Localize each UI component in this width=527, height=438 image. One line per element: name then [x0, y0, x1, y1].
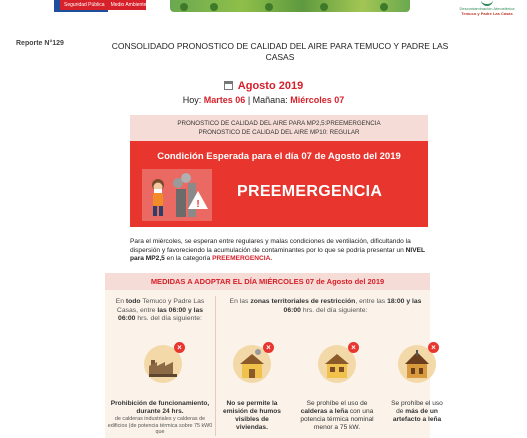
- multi-stove-house-icon: [395, 342, 439, 386]
- factory-icon: [141, 342, 185, 386]
- prohibited-icon: ×: [348, 342, 359, 353]
- date-heading: Agosto 2019: [0, 80, 527, 92]
- header-strip: [0, 0, 527, 30]
- plan-logo: Descontaminación Atmosférica Temuco y Padre Las Casas: [452, 0, 522, 16]
- measure-caption: Prohibición de funcionamiento, durante 24 hrs. de calderas industriales y calderas de edificios (de potencia térmica sobre 75 kW0 que: [107, 400, 213, 435]
- page-title: CONSOLIDADO PRONOSTICO DE CALIDAD DEL AIRE PARA TEMUCO Y PADRE LAS CASAS: [111, 41, 449, 62]
- forecast-paragraph: Para el miércoles, se esperan entre regulares y malas condiciones de ventilación, dificultando la dispersión y favoreciendo la acumulación de contaminantes por lo que se podría presentar un NIVEL para MP2,5 en la categoría PREEMERGENCIA.: [130, 238, 425, 263]
- left-column-text: En todo Temuco y Padre Las Casas, entre las 06:00 y las 06:00 hrs. del día siguiente:: [115, 298, 205, 323]
- prohibited-icon: ×: [428, 342, 439, 353]
- government-logo: Seguridad Pública Medio Ambiente: [54, 0, 146, 10]
- alert-level: PREEMERGENCIA: [237, 183, 383, 200]
- right-column-text: En las zonas territoriales de restricción, entre las 18:00 y las 06:00 hrs. del día siguiente:: [229, 298, 422, 314]
- forecast-line: PRONOSTICO DE CALIDAD DEL AIRE PARA MP2,5:PREEMERGENCIA: [177, 120, 381, 127]
- calendar-icon: [224, 81, 233, 90]
- today-value: Martes 06: [203, 95, 246, 105]
- tomorrow-value: Miércoles 07: [290, 95, 345, 105]
- measures-panel: [105, 290, 443, 438]
- forecast-line: PRONOSTICO DE CALIDAD DEL AIRE MP10: REGULAR: [198, 128, 360, 136]
- wood-boiler-house-icon: [315, 342, 359, 386]
- expected-condition: Condición Esperada para el día 07 de Agosto del 2019: [157, 151, 401, 162]
- house-smoke-icon: [230, 342, 274, 386]
- report-number: Reporte N°129: [16, 40, 64, 47]
- smog-person-illustration: [142, 169, 212, 221]
- measure-caption: Se prohíbe el uso de más de un artefacto a leña: [391, 400, 443, 423]
- alert-panel: [130, 141, 428, 227]
- illustrated-banner: [170, 0, 410, 12]
- measure-caption: Se prohíbe el uso de calderas a leña con una potencia térmica nominal menor a 75 kW.: [300, 400, 374, 431]
- svg-text:!: !: [196, 199, 200, 210]
- measure-caption: No se permite la emisión de humos visibles de viviendas.: [223, 400, 281, 431]
- prohibited-icon: ×: [263, 342, 274, 353]
- column-divider: [215, 296, 216, 436]
- forecast-box: [130, 115, 428, 141]
- day-line: Hoy: Martes 06 | Mañana: Miércoles 07: [182, 95, 345, 105]
- measures-title: MEDIDAS A ADOPTAR EL DÍA MIÉRCOLES 07 de Agosto del 2019: [105, 273, 430, 290]
- prohibited-icon: ×: [174, 342, 185, 353]
